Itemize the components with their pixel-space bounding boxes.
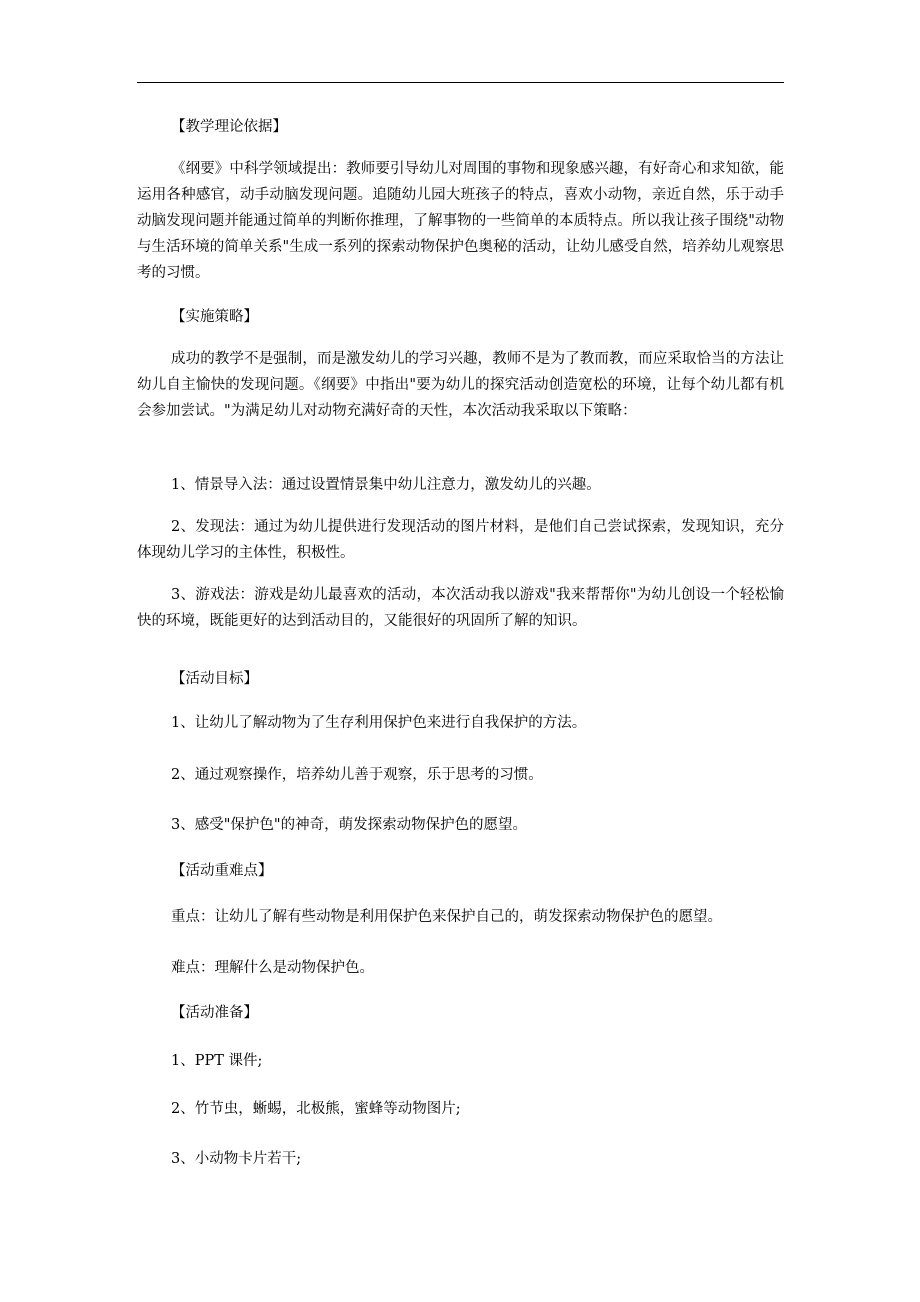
preparation-item-1: 1、PPT 课件; [171,1053,263,1069]
key-point: 重点：让幼儿了解有些动物是利用保护色来保护自己的，萌发探索动物保护色的愿望。 [171,909,722,925]
goal-item-2: 2、通过观察操作，培养幼儿善于观察，乐于思考的习惯。 [171,767,543,783]
strategy-item-3: 3、游戏法：游戏是幼儿最喜欢的活动，本次活动我以游戏"我来帮帮你"为幼儿创设一个轻松愉快的环境，既能更好的达到活动目的，又能很好的巩固所了解的知识。 [137,587,784,629]
paragraph-strategy: 成功的教学不是强制，而是激发幼儿的学习兴趣，教师不是为了教而教，而应采取恰当的方法让幼儿自主愉快的发现问题。《纲要》中指出"要为幼儿的探究活动创造宽松的环境，让每个幼儿都有机会参加尝试。"为满足幼儿对动物充满好奇的天性，本次活动我采取以下策略： [137,351,784,419]
preparation-item-3: 3、小动物卡片若干; [171,1151,302,1167]
section-heading-theory: 【教学理论依据】 [171,119,287,135]
paragraph-theory: 《纲要》中科学领域提出：教师要引导幼儿对周围的事物和现象感兴趣，有好奇心和求知欲，能运用各种感官，动手动脑发现问题。追随幼儿园大班孩子的特点，喜欢小动物，亲近自然，乐于动手动脑发现问题并能通过简单的判断你推理，了解事物的一些简单的本质特点。所以我让孩子围绕"动物与生活环境的简单关系"生成一系列的探索动物保护色奥秘的活动，让幼儿感受自然，培养幼儿观察思考的习惯。 [137,161,784,281]
section-heading-goals: 【活动目标】 [171,671,258,687]
preparation-item-2: 2、竹节虫，蜥蜴，北极熊，蜜蜂等动物图片; [171,1101,461,1117]
section-heading-strategy: 【实施策略】 [171,309,258,325]
section-heading-preparation: 【活动准备】 [171,1005,258,1021]
goal-item-3: 3、感受"保护色"的神奇，萌发探索动物保护色的愿望。 [171,817,528,833]
strategy-item-2: 2、发现法：通过为幼儿提供进行发现活动的图片材料，是他们自己尝试探索，发现知识，充分体现幼儿学习的主体性，积极性。 [137,519,784,561]
section-heading-key-points: 【活动重难点】 [171,863,273,879]
header-rule [137,82,784,83]
difficulty-point: 难点：理解什么是动物保护色。 [171,960,374,976]
goal-item-1: 1、让幼儿了解动物为了生存利用保护色来进行自我保护的方法。 [171,715,587,731]
strategy-item-1: 1、情景导入法：通过设置情景集中幼儿注意力，激发幼儿的兴趣。 [171,477,601,493]
